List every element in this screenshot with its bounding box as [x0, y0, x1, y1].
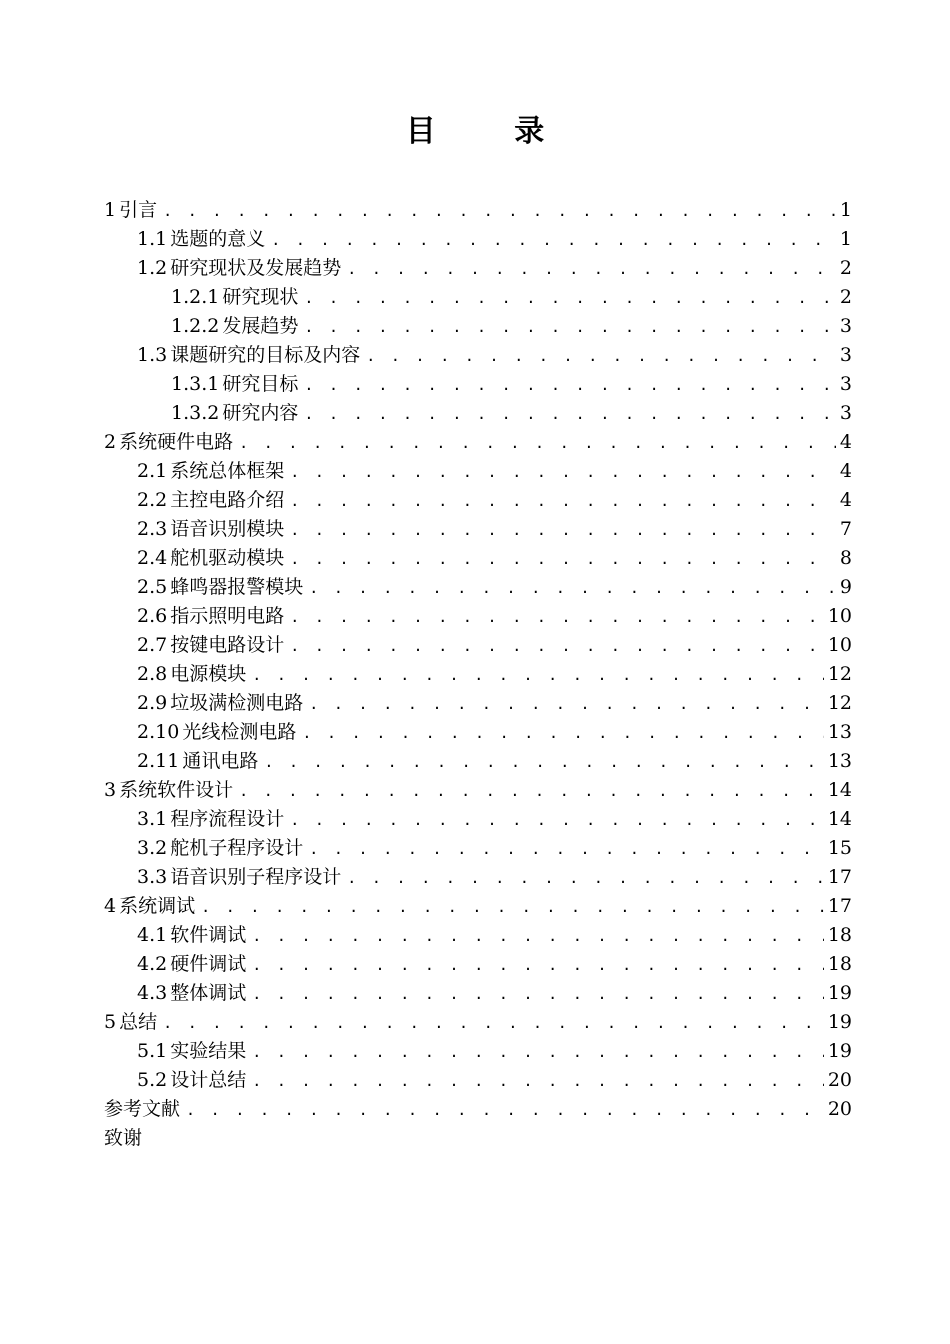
- toc-entry-label: 垃圾满检测电路: [170, 692, 304, 714]
- toc-entry-number: 4.3: [137, 982, 168, 1004]
- toc-entry-page-number: 17: [827, 866, 852, 888]
- toc-entry-label: 蜂鸣器报警模块: [170, 576, 304, 598]
- dot-leader: [304, 371, 836, 400]
- toc-entry-page-number: 17: [827, 895, 852, 917]
- toc-entry-number: 5.1: [137, 1040, 168, 1062]
- toc-entry[interactable]: [104, 196, 852, 225]
- toc-entry[interactable]: [104, 689, 852, 718]
- dot-leader: [347, 864, 824, 893]
- toc-entry-label: 主控电路介绍: [170, 489, 285, 511]
- dot-leader: [264, 748, 823, 777]
- toc-entry-label: 研究现状: [222, 286, 299, 308]
- toc-entry[interactable]: [104, 428, 852, 457]
- toc-entry-number: 2.7: [137, 634, 168, 656]
- toc-entry-number: 1.3.2: [171, 402, 220, 424]
- toc-entry-page-number: 3: [839, 315, 852, 337]
- toc-entry[interactable]: [104, 631, 852, 660]
- toc-entry-label: 引言: [119, 199, 158, 221]
- toc-entry-page-number: 10: [827, 634, 852, 656]
- toc-entry[interactable]: [104, 341, 852, 370]
- toc-entry-label: 系统调试: [119, 895, 196, 917]
- toc-entry[interactable]: [104, 747, 852, 776]
- toc-entry-label: 致谢: [104, 1127, 143, 1149]
- toc-entry-number: 2.2: [137, 489, 168, 511]
- toc-entry-label: 整体调试: [170, 982, 247, 1004]
- toc-entry-label: 舵机子程序设计: [170, 837, 304, 859]
- toc-entry-label: 设计总结: [170, 1069, 247, 1091]
- toc-entry-page-number: 14: [827, 779, 852, 801]
- toc-entry-page-number: 3: [839, 402, 852, 424]
- toc-entry[interactable]: [104, 805, 852, 834]
- dot-leader: [239, 429, 836, 458]
- dot-leader: [252, 1038, 824, 1067]
- dot-leader: [290, 458, 836, 487]
- dot-leader: [302, 719, 823, 748]
- toc-entry-label: 指示照明电路: [170, 605, 285, 627]
- toc-entry-number: 2.10: [137, 721, 180, 743]
- page-title: 目 录: [405, 114, 579, 149]
- toc-entry-label: 语音识别模块: [170, 518, 285, 540]
- toc-entry[interactable]: [104, 573, 852, 602]
- toc-entry-label: 电源模块: [170, 663, 247, 685]
- toc-entry[interactable]: [104, 283, 852, 312]
- toc-entry-page-number: 1: [839, 199, 852, 221]
- toc-entry-label: 硬件调试: [170, 953, 247, 975]
- dot-leader: [163, 197, 836, 226]
- dot-leader: [347, 255, 836, 284]
- toc-entry[interactable]: [104, 544, 852, 573]
- toc-entry-page-number: 7: [839, 518, 852, 540]
- toc-entry-page-number: 1: [839, 228, 852, 250]
- toc-entry-number: 5.2: [137, 1069, 168, 1091]
- toc-entry[interactable]: [104, 863, 852, 892]
- toc-entry-number: 2.1: [137, 460, 168, 482]
- toc-entry-page-number: 3: [839, 373, 852, 395]
- toc-entry[interactable]: [104, 921, 852, 950]
- toc-entry[interactable]: [104, 718, 852, 747]
- dot-leader: [252, 980, 824, 1009]
- toc-entry-number: 4.1: [137, 924, 168, 946]
- dot-leader: [304, 313, 836, 342]
- dot-leader: [252, 951, 824, 980]
- toc-entry-page-number: 3: [839, 344, 852, 366]
- toc-entry-page-number: 12: [827, 692, 852, 714]
- dot-leader: [252, 922, 824, 951]
- toc-entry-page-number: 15: [827, 837, 852, 859]
- toc-entry-number: 4.2: [137, 953, 168, 975]
- toc-entry-number: 2.6: [137, 605, 168, 627]
- toc-entry-label: 按键电路设计: [170, 634, 285, 656]
- toc-entry[interactable]: [104, 1095, 852, 1124]
- dot-leader: [271, 226, 836, 255]
- toc-entry[interactable]: [104, 834, 852, 863]
- toc-entry-number: 5: [104, 1011, 117, 1033]
- toc-entry-label: 通讯电路: [182, 750, 259, 772]
- toc-entry[interactable]: [104, 312, 852, 341]
- dot-leader: [309, 574, 836, 603]
- toc-entry-page-number: 2: [839, 286, 852, 308]
- toc-entry-page-number: 18: [827, 953, 852, 975]
- toc-entry-label: 舵机驱动模块: [170, 547, 285, 569]
- toc-entry[interactable]: [104, 892, 852, 921]
- toc-entry-label: 系统硬件电路: [119, 431, 234, 453]
- toc-entry-label: 课题研究的目标及内容: [170, 344, 361, 366]
- toc-entry-page-number: 12: [827, 663, 852, 685]
- toc-entry[interactable]: [104, 370, 852, 399]
- toc-entry-page-number: 9: [839, 576, 852, 598]
- toc-entry-page-number: 13: [827, 750, 852, 772]
- toc-entry[interactable]: [104, 1066, 852, 1095]
- toc-entry-page-number: 10: [827, 605, 852, 627]
- dot-leader: [304, 284, 836, 313]
- toc-entry-label: 研究内容: [222, 402, 299, 424]
- toc-entry-page-number: 14: [827, 808, 852, 830]
- toc-entry-label: 研究现状及发展趋势: [170, 257, 342, 279]
- toc-entry-number: 1.3: [137, 344, 168, 366]
- toc-entry-page-number: 20: [827, 1069, 852, 1091]
- dot-leader: [290, 516, 836, 545]
- toc-entry[interactable]: [104, 950, 852, 979]
- toc-entry-page-number: 2: [839, 257, 852, 279]
- toc-entry-number: 3.2: [137, 837, 168, 859]
- toc-entry[interactable]: [104, 1008, 852, 1037]
- toc-entry-label: 程序流程设计: [170, 808, 285, 830]
- dot-leader: [290, 545, 836, 574]
- toc-entry-number: 2.4: [137, 547, 168, 569]
- toc-entry-number: 2.9: [137, 692, 168, 714]
- toc-entry[interactable]: [104, 457, 852, 486]
- toc-entry-number: 3: [104, 779, 117, 801]
- toc-entry[interactable]: [104, 225, 852, 254]
- dot-leader: [290, 487, 836, 516]
- dot-leader: [290, 632, 824, 661]
- toc-entry[interactable]: [104, 515, 852, 544]
- dot-leader: [201, 893, 824, 922]
- toc-entry-page-number: 13: [827, 721, 852, 743]
- toc-entry-number: 1: [104, 199, 117, 221]
- dot-leader: [309, 835, 824, 864]
- dot-leader: [252, 1067, 824, 1096]
- toc-entry-label: 软件调试: [170, 924, 247, 946]
- dot-leader: [366, 342, 836, 371]
- dot-leader: [290, 806, 824, 835]
- toc-entry[interactable]: [104, 979, 852, 1008]
- dot-leader: [252, 661, 824, 690]
- toc-entry-label: 选题的意义: [170, 228, 266, 250]
- toc-entry-number: 2.5: [137, 576, 168, 598]
- toc-entry[interactable]: [104, 776, 852, 805]
- toc-entry-label: 实验结果: [170, 1040, 247, 1062]
- toc-entry-page-number: 19: [827, 982, 852, 1004]
- dot-leader: [309, 690, 824, 719]
- toc-entry-page-number: 19: [827, 1011, 852, 1033]
- toc-entry-label: 光线检测电路: [182, 721, 297, 743]
- toc-entry-number: 2.11: [137, 750, 180, 772]
- toc-entry-number: 1.1: [137, 228, 168, 250]
- toc-entry-number: 2.3: [137, 518, 168, 540]
- toc-entry-page-number: 4: [839, 460, 852, 482]
- toc-entry-label: 参考文献: [104, 1098, 181, 1120]
- toc-entry[interactable]: [104, 1124, 852, 1153]
- table-of-contents: [104, 196, 852, 1153]
- toc-entry-number: 2: [104, 431, 117, 453]
- toc-entry-page-number: 4: [839, 431, 852, 453]
- toc-entry-page-number: 4: [839, 489, 852, 511]
- toc-entry[interactable]: [104, 486, 852, 515]
- toc-entry[interactable]: [104, 602, 852, 631]
- toc-entry-number: 1.2.1: [171, 286, 220, 308]
- toc-entry-label: 总结: [119, 1011, 158, 1033]
- toc-entry[interactable]: [104, 254, 852, 283]
- toc-entry-label: 语音识别子程序设计: [170, 866, 342, 888]
- dot-leader: [304, 400, 836, 429]
- toc-entry-label: 研究目标: [222, 373, 299, 395]
- toc-entry-page-number: 20: [827, 1098, 852, 1120]
- toc-entry[interactable]: [104, 1037, 852, 1066]
- toc-entry-page-number: 18: [827, 924, 852, 946]
- toc-entry-number: 1.2: [137, 257, 168, 279]
- toc-entry-number: 1.2.2: [171, 315, 220, 337]
- toc-entry-number: 2.8: [137, 663, 168, 685]
- toc-entry-page-number: 19: [827, 1040, 852, 1062]
- toc-entry[interactable]: [104, 399, 852, 428]
- toc-entry-label: 系统总体框架: [170, 460, 285, 482]
- dot-leader: [239, 777, 824, 806]
- toc-entry-number: 1.3.1: [171, 373, 220, 395]
- dot-leader: [186, 1096, 824, 1125]
- toc-entry-page-number: 8: [839, 547, 852, 569]
- toc-entry-number: 3.3: [137, 866, 168, 888]
- toc-entry-number: 4: [104, 895, 117, 917]
- dot-leader: [163, 1009, 824, 1038]
- dot-leader: [290, 603, 824, 632]
- toc-entry-label: 系统软件设计: [119, 779, 234, 801]
- toc-entry-number: 3.1: [137, 808, 168, 830]
- toc-entry[interactable]: [104, 660, 852, 689]
- toc-entry-label: 发展趋势: [222, 315, 299, 337]
